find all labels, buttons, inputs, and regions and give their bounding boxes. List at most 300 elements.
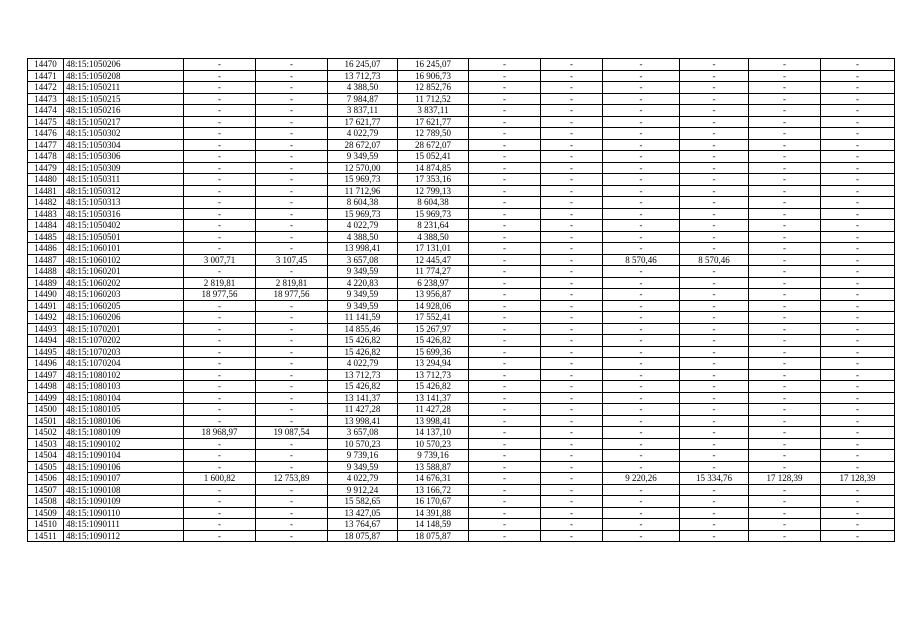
value-cell: - [680,496,749,508]
value-cell: 18 075,87 [398,530,469,542]
value-cell: - [749,438,821,450]
value-cell: - [469,162,541,174]
value-cell: - [749,231,821,243]
row-number-cell: 14509 [28,507,64,519]
value-cell: - [541,116,603,128]
cadastral-number-cell: 48:15:1070204 [64,358,184,370]
value-cell: - [821,231,895,243]
value-cell: - [184,358,256,370]
value-cell: - [603,415,680,427]
table-row [28,381,895,393]
value-cell: - [749,162,821,174]
value-cell: 4 388,50 [328,231,398,243]
value-cell: - [749,243,821,255]
row-number-cell: 14499 [28,392,64,404]
value-cell: - [680,346,749,358]
value-cell: 15 426,82 [328,335,398,347]
value-cell: - [821,277,895,289]
value-cell: 17 128,39 [749,473,821,485]
cadastral-number-cell: 48:15:1090108 [64,484,184,496]
value-cell: - [821,323,895,335]
row-number-cell: 14511 [28,530,64,542]
value-cell: - [184,197,256,209]
value-cell: - [184,450,256,462]
value-cell: - [603,220,680,232]
value-cell: - [469,519,541,531]
value-cell: - [749,461,821,473]
value-cell: - [256,151,328,163]
value-cell: 16 245,07 [328,59,398,71]
value-cell: - [680,220,749,232]
value-cell: - [749,519,821,531]
cadastral-number-cell: 48:15:1050311 [64,174,184,186]
value-cell: - [541,427,603,439]
value-cell: - [469,105,541,117]
value-cell: - [821,70,895,82]
value-cell: - [541,128,603,140]
value-cell: - [469,93,541,105]
value-cell: - [603,312,680,324]
cadastral-number-cell: 48:15:1060201 [64,266,184,278]
value-cell: 9 349,59 [328,266,398,278]
value-cell: - [256,139,328,151]
cadastral-number-cell: 48:15:1090106 [64,461,184,473]
value-cell: 4 022,79 [328,220,398,232]
value-cell: 9 349,59 [328,151,398,163]
value-cell: - [256,243,328,255]
value-cell: 17 128,39 [821,473,895,485]
value-cell: - [184,220,256,232]
value-cell: - [184,415,256,427]
value-cell: 13 166,72 [398,484,469,496]
value-cell: - [821,346,895,358]
value-cell: - [749,208,821,220]
value-cell: - [256,461,328,473]
value-cell: 12 799,13 [398,185,469,197]
value-cell: 18 968,97 [184,427,256,439]
value-cell: - [541,82,603,94]
value-cell: - [469,473,541,485]
table-row [28,151,895,163]
value-cell: 15 426,82 [328,346,398,358]
value-cell: - [541,289,603,301]
row-number-cell: 14475 [28,116,64,128]
value-cell: - [469,82,541,94]
value-cell: 28 672,07 [398,139,469,151]
value-cell: 17 621,77 [328,116,398,128]
table-row [28,208,895,220]
value-cell: - [749,220,821,232]
cadastral-number-cell: 48:15:1060202 [64,277,184,289]
value-cell: 3 657,08 [328,254,398,266]
value-cell: - [184,208,256,220]
row-number-cell: 14496 [28,358,64,370]
value-cell: - [541,335,603,347]
value-cell: - [821,105,895,117]
row-number-cell: 14493 [28,323,64,335]
value-cell: 17 131,01 [398,243,469,255]
table-row [28,289,895,301]
value-cell: - [256,162,328,174]
value-cell: - [184,59,256,71]
value-cell: 14 148,59 [398,519,469,531]
value-cell: - [603,335,680,347]
value-cell: - [184,116,256,128]
cadastral-value-table [27,58,895,542]
value-cell: 4 022,79 [328,358,398,370]
value-cell: 16 906,73 [398,70,469,82]
value-cell: 12 753,89 [256,473,328,485]
value-cell: - [541,266,603,278]
value-cell: - [749,530,821,542]
value-cell: - [603,323,680,335]
value-cell: - [469,496,541,508]
value-cell: - [749,300,821,312]
cadastral-number-cell: 48:15:1080102 [64,369,184,381]
cadastral-number-cell: 48:15:1090112 [64,530,184,542]
value-cell: - [680,208,749,220]
value-cell: - [469,507,541,519]
value-cell: - [469,139,541,151]
value-cell: - [541,461,603,473]
cadastral-number-cell: 48:15:1060102 [64,254,184,266]
value-cell: - [469,266,541,278]
value-cell: - [469,70,541,82]
value-cell: 4 220,83 [328,277,398,289]
cadastral-number-cell: 48:15:1050211 [64,82,184,94]
value-cell: - [821,162,895,174]
value-cell: - [184,70,256,82]
value-cell: - [680,427,749,439]
value-cell: - [256,530,328,542]
value-cell: - [256,220,328,232]
value-cell: - [680,415,749,427]
value-cell: - [603,346,680,358]
value-cell: - [603,243,680,255]
value-cell: - [541,484,603,496]
row-number-cell: 14482 [28,197,64,209]
value-cell: - [680,369,749,381]
value-cell: - [184,461,256,473]
value-cell: - [541,519,603,531]
value-cell: - [603,427,680,439]
table-row [28,335,895,347]
value-cell: - [256,116,328,128]
row-number-cell: 14472 [28,82,64,94]
table-row [28,530,895,542]
value-cell: - [469,484,541,496]
value-cell: - [603,151,680,163]
value-cell: - [749,335,821,347]
value-cell: - [680,93,749,105]
value-cell: - [541,450,603,462]
value-cell: - [184,335,256,347]
value-cell: - [603,266,680,278]
value-cell: 13 712,73 [328,70,398,82]
value-cell: - [469,415,541,427]
value-cell: - [749,197,821,209]
value-cell: - [821,266,895,278]
table-row [28,70,895,82]
value-cell: - [603,277,680,289]
value-cell: 16 245,07 [398,59,469,71]
cadastral-number-cell: 48:15:1080104 [64,392,184,404]
value-cell: - [680,174,749,186]
value-cell: - [603,174,680,186]
row-number-cell: 14476 [28,128,64,140]
table-row [28,59,895,71]
value-cell: - [541,438,603,450]
value-cell: 13 712,73 [328,369,398,381]
value-cell: - [603,438,680,450]
value-cell: - [680,231,749,243]
value-cell: 13 427,05 [328,507,398,519]
value-cell: - [184,93,256,105]
value-cell: - [680,300,749,312]
value-cell: - [256,70,328,82]
value-cell: - [184,139,256,151]
value-cell: - [749,82,821,94]
value-cell: - [680,59,749,71]
value-cell: 15 582,65 [328,496,398,508]
value-cell: - [541,392,603,404]
value-cell: - [184,185,256,197]
value-cell: - [184,162,256,174]
value-cell: 17 621,77 [398,116,469,128]
value-cell: - [603,369,680,381]
value-cell: 8 604,38 [328,197,398,209]
value-cell: - [256,185,328,197]
value-cell: - [256,415,328,427]
cadastral-number-cell: 48:15:1050304 [64,139,184,151]
value-cell: - [256,369,328,381]
value-cell: - [680,128,749,140]
cadastral-number-cell: 48:15:1070203 [64,346,184,358]
row-number-cell: 14471 [28,70,64,82]
value-cell: - [603,381,680,393]
value-cell: - [603,450,680,462]
value-cell: 13 294,94 [398,358,469,370]
table-row [28,427,895,439]
value-cell: - [184,438,256,450]
value-cell: 15 969,73 [398,208,469,220]
cadastral-number-cell: 48:15:1050217 [64,116,184,128]
value-cell: - [184,174,256,186]
value-cell: 8 604,38 [398,197,469,209]
value-cell: 13 956,87 [398,289,469,301]
table-row [28,450,895,462]
value-cell: 18 075,87 [328,530,398,542]
cadastral-number-cell: 48:15:1060205 [64,300,184,312]
row-number-cell: 14485 [28,231,64,243]
row-number-cell: 14480 [28,174,64,186]
value-cell: - [603,128,680,140]
cadastral-number-cell: 48:15:1050312 [64,185,184,197]
value-cell: 9 349,59 [328,300,398,312]
value-cell: - [256,335,328,347]
cadastral-number-cell: 48:15:1060206 [64,312,184,324]
value-cell: - [603,231,680,243]
value-cell: - [603,300,680,312]
value-cell: - [184,266,256,278]
value-cell: - [184,530,256,542]
value-cell: - [256,519,328,531]
value-cell: - [749,254,821,266]
row-number-cell: 14483 [28,208,64,220]
value-cell: 11 712,96 [328,185,398,197]
value-cell: - [184,369,256,381]
table-row [28,473,895,485]
value-cell: - [821,519,895,531]
value-cell: - [469,59,541,71]
table-row [28,220,895,232]
cadastral-number-cell: 48:15:1050216 [64,105,184,117]
table-row [28,243,895,255]
value-cell: - [821,174,895,186]
row-number-cell: 14481 [28,185,64,197]
value-cell: 13 588,87 [398,461,469,473]
value-cell: - [749,404,821,416]
value-cell: - [541,415,603,427]
value-cell: - [821,450,895,462]
value-cell: - [469,128,541,140]
value-cell: - [469,208,541,220]
value-cell: - [256,197,328,209]
value-cell: - [603,289,680,301]
value-cell: - [821,404,895,416]
value-cell: 18 977,56 [256,289,328,301]
value-cell: - [184,105,256,117]
value-cell: - [541,254,603,266]
value-cell: - [256,266,328,278]
row-number-cell: 14477 [28,139,64,151]
value-cell: - [469,185,541,197]
table-row [28,438,895,450]
value-cell: - [680,484,749,496]
value-cell: - [541,208,603,220]
row-number-cell: 14474 [28,105,64,117]
value-cell: - [184,346,256,358]
row-number-cell: 14488 [28,266,64,278]
value-cell: - [749,116,821,128]
value-cell: - [821,243,895,255]
value-cell: - [821,415,895,427]
value-cell: - [749,185,821,197]
value-cell: - [184,300,256,312]
value-cell: - [680,289,749,301]
value-cell: - [821,128,895,140]
value-cell: 16 170,67 [398,496,469,508]
value-cell: - [256,438,328,450]
value-cell: - [184,231,256,243]
table-body [28,59,895,542]
value-cell: 3 657,08 [328,427,398,439]
value-cell: - [603,530,680,542]
cadastral-number-cell: 48:15:1090109 [64,496,184,508]
value-cell: - [680,392,749,404]
table-row [28,392,895,404]
table-row [28,116,895,128]
value-cell: - [469,243,541,255]
value-cell: 9 739,16 [398,450,469,462]
value-cell: 2 819,81 [184,277,256,289]
cadastral-number-cell: 48:15:1080109 [64,427,184,439]
value-cell: - [680,335,749,347]
value-cell: 12 789,50 [398,128,469,140]
value-cell: - [680,450,749,462]
value-cell: - [749,381,821,393]
value-cell: 8 570,46 [680,254,749,266]
cadastral-number-cell: 48:15:1050402 [64,220,184,232]
value-cell: - [821,197,895,209]
value-cell: 14 874,85 [398,162,469,174]
table-row [28,358,895,370]
cadastral-number-cell: 48:15:1050316 [64,208,184,220]
table-row [28,519,895,531]
value-cell: - [541,369,603,381]
value-cell: - [680,162,749,174]
value-cell: - [469,116,541,128]
row-number-cell: 14492 [28,312,64,324]
value-cell: - [541,231,603,243]
value-cell: - [821,484,895,496]
value-cell: 15 267,97 [398,323,469,335]
value-cell: - [821,369,895,381]
value-cell: - [603,358,680,370]
value-cell: - [680,139,749,151]
cadastral-number-cell: 48:15:1050206 [64,59,184,71]
value-cell: - [541,496,603,508]
row-number-cell: 14470 [28,59,64,71]
value-cell: - [541,323,603,335]
value-cell: - [469,392,541,404]
row-number-cell: 14479 [28,162,64,174]
value-cell: - [541,162,603,174]
value-cell: 9 349,59 [328,461,398,473]
value-cell: - [256,392,328,404]
value-cell: - [603,507,680,519]
row-number-cell: 14503 [28,438,64,450]
value-cell: - [184,128,256,140]
value-cell: - [469,369,541,381]
value-cell: - [541,346,603,358]
value-cell: - [821,185,895,197]
value-cell: - [603,519,680,531]
value-cell: - [821,507,895,519]
value-cell: - [541,151,603,163]
cadastral-number-cell: 48:15:1090102 [64,438,184,450]
document-page [27,58,895,542]
value-cell: - [821,254,895,266]
value-cell: - [680,519,749,531]
value-cell: 17 353,16 [398,174,469,186]
table-row [28,300,895,312]
value-cell: - [541,404,603,416]
table-row [28,346,895,358]
value-cell: - [749,174,821,186]
value-cell: - [821,289,895,301]
value-cell: 11 712,52 [398,93,469,105]
value-cell: 10 570,23 [328,438,398,450]
value-cell: - [680,197,749,209]
value-cell: - [749,415,821,427]
value-cell: - [680,404,749,416]
value-cell: - [541,185,603,197]
value-cell: - [469,450,541,462]
cadastral-number-cell: 48:15:1050313 [64,197,184,209]
value-cell: 8 231,64 [398,220,469,232]
value-cell: 15 334,76 [680,473,749,485]
